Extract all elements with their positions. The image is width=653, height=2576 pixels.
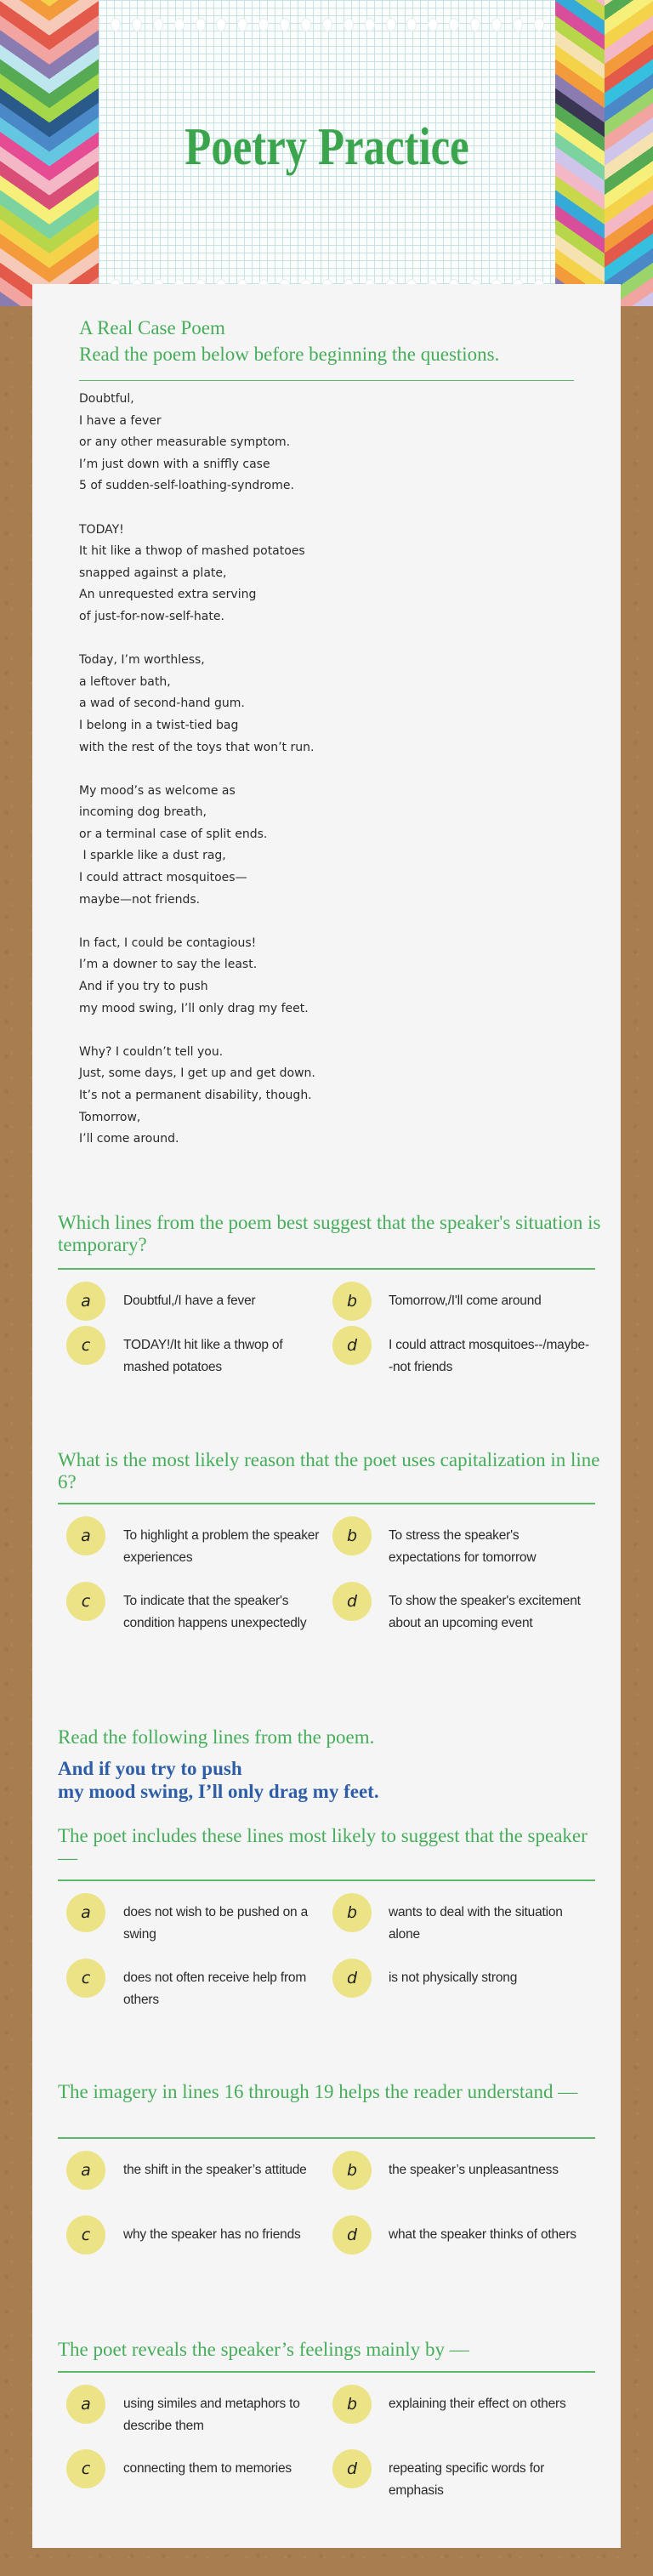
poem-line bbox=[79, 759, 315, 781]
poem-line: It’s not a permanent disability, though. bbox=[79, 1089, 312, 1102]
option-text[interactable]: TODAY!/It hit like a thwop of mashed potatoes bbox=[123, 1338, 283, 1374]
option-letter-badge[interactable]: a bbox=[66, 1893, 105, 1932]
poem-line bbox=[79, 498, 315, 520]
option-text[interactable]: explaining their effect on others bbox=[389, 2397, 566, 2411]
question-prompt: The poet reveals the speaker’s feelings mainly by — bbox=[58, 2339, 469, 2360]
poem-line: or a terminal case of split ends. bbox=[79, 827, 268, 841]
option-text[interactable]: To show the speaker's excitement about an upcoming event bbox=[389, 1594, 581, 1630]
option-text[interactable]: wants to deal with the situation alone bbox=[389, 1905, 563, 1942]
option-letter-badge[interactable]: a bbox=[66, 2151, 105, 2190]
divider bbox=[58, 1879, 595, 1881]
question-prompt: Which lines from the poem best suggest that the speaker's situation is temporary? bbox=[58, 1212, 601, 1255]
poem-line: My mood’s as welcome as bbox=[79, 783, 236, 798]
poem-line: Tomorrow, bbox=[79, 1110, 141, 1124]
divider bbox=[58, 1268, 595, 1270]
option-text[interactable]: is not physically strong bbox=[389, 1970, 518, 1985]
poem-line bbox=[79, 1020, 315, 1042]
option-text[interactable]: Tomorrow,/I'll come around bbox=[389, 1294, 542, 1308]
divider bbox=[58, 2137, 595, 2139]
poem-line: Why? I couldn’t tell you. bbox=[79, 1044, 224, 1059]
poem-text bbox=[79, 389, 315, 1151]
option-text[interactable]: why the speaker has no friends bbox=[123, 2227, 301, 2242]
poem-line: It hit like a thwop of mashed potatoes bbox=[79, 544, 305, 559]
option-letter-badge[interactable]: c bbox=[66, 1326, 105, 1365]
divider bbox=[58, 2371, 595, 2373]
option-letter-badge[interactable]: d bbox=[332, 1582, 372, 1621]
poem-line: or any other measurable symptom. bbox=[79, 435, 291, 450]
poem-line: with the rest of the toys that won’t run. bbox=[79, 740, 315, 754]
chevron-pattern-left bbox=[0, 0, 49, 306]
option-text[interactable]: To stress the speaker's expectations for tomorrow bbox=[389, 1528, 537, 1565]
poem-line: maybe—not friends. bbox=[79, 892, 201, 907]
poem-line: snapped against a plate, bbox=[79, 566, 227, 580]
poem-line: And if you try to push bbox=[79, 980, 208, 994]
option-letter-badge[interactable]: d bbox=[332, 2215, 372, 2255]
question-prompt: The poet includes these lines most likely to suggest that the speaker — bbox=[58, 1825, 588, 1868]
poem-line: Today, I’m worthless, bbox=[79, 653, 205, 668]
option-letter-badge[interactable]: b bbox=[332, 1516, 372, 1555]
option-text[interactable]: the shift in the speaker’s attitude bbox=[123, 2163, 307, 2177]
option-text[interactable]: the speaker’s unpleasantness bbox=[389, 2163, 559, 2177]
poem-line: I’m a downer to say the least. bbox=[79, 958, 258, 972]
option-text[interactable]: using similes and metaphors to describe them bbox=[123, 2397, 300, 2433]
poem-line: a wad of second-hand gum. bbox=[79, 697, 245, 711]
poem-line: I’m just down with a sniffly case bbox=[79, 457, 270, 471]
poem-line: a leftover bath, bbox=[79, 674, 171, 689]
poem-heading: A Real Case Poem bbox=[79, 317, 225, 338]
option-text[interactable]: To highlight a problem the speaker experiences bbox=[123, 1528, 320, 1565]
option-letter-badge[interactable]: a bbox=[66, 2385, 105, 2424]
option-letter-badge[interactable]: a bbox=[66, 1516, 105, 1555]
option-text[interactable]: I could attract mosquitoes--/maybe--not friends bbox=[389, 1338, 589, 1374]
chevron-pattern-right bbox=[605, 0, 653, 306]
option-text[interactable]: connecting them to memories bbox=[123, 2461, 292, 2476]
poem-line: of just-for-now-self-hate. bbox=[79, 609, 224, 623]
option-text[interactable]: does not often receive help from others bbox=[123, 1970, 307, 2007]
option-letter-badge[interactable]: d bbox=[332, 2449, 372, 2488]
option-letter-badge[interactable]: d bbox=[332, 1959, 372, 1998]
quoted-line: And if you try to push bbox=[58, 1758, 242, 1779]
poem-line: In fact, I could be contagious! bbox=[79, 935, 257, 950]
question-prompt: What is the most likely reason that the poet uses capitalization in line 6? bbox=[58, 1449, 600, 1493]
option-letter-badge[interactable]: b bbox=[332, 2151, 372, 2190]
poem-line: An unrequested extra serving bbox=[79, 588, 257, 602]
poem-line: Just, some days, I get up and get down. bbox=[79, 1066, 315, 1081]
poem-line: I’ll come around. bbox=[79, 1132, 179, 1146]
option-text[interactable]: Doubtful,/I have a fever bbox=[123, 1294, 256, 1308]
poem-line bbox=[79, 911, 315, 933]
option-text[interactable]: repeating specific words for emphasis bbox=[389, 2461, 545, 2498]
poem-line: I could attract mosquitoes— bbox=[79, 871, 247, 885]
poem-line: I belong in a twist-tied bag bbox=[79, 718, 239, 732]
poem-line bbox=[79, 628, 315, 651]
page-title: Poetry Practice bbox=[185, 118, 469, 176]
poem-line: Doubtful, bbox=[79, 392, 134, 406]
question-prompt: The imagery in lines 16 through 19 helps the reader understand — bbox=[58, 2081, 578, 2102]
poem-instruction: Read the poem below before beginning the questions. bbox=[79, 344, 500, 365]
poem-line: TODAY! bbox=[79, 522, 124, 537]
divider bbox=[79, 380, 574, 381]
poem-line: my mood swing, I’ll only drag my feet. bbox=[79, 1001, 309, 1015]
chevron-pattern-left bbox=[49, 0, 99, 306]
poem-line: I sparkle like a dust rag, bbox=[79, 849, 226, 863]
option-letter-badge[interactable]: a bbox=[66, 1282, 105, 1321]
option-letter-badge[interactable]: b bbox=[332, 2385, 372, 2424]
poem-line: 5 of sudden-self-loathing-syndrome. bbox=[79, 479, 294, 493]
divider bbox=[58, 1503, 595, 1504]
option-text[interactable]: what the speaker thinks of others bbox=[389, 2227, 576, 2242]
poem-line: I have a fever bbox=[79, 413, 162, 428]
option-text[interactable]: does not wish to be pushed on a swing bbox=[123, 1905, 308, 1942]
option-letter-badge[interactable]: c bbox=[66, 2449, 105, 2488]
quoted-line: my mood swing, I’ll only drag my feet. bbox=[58, 1781, 379, 1802]
chevron-pattern-right bbox=[555, 0, 605, 306]
option-letter-badge[interactable]: b bbox=[332, 1282, 372, 1321]
option-letter-badge[interactable]: c bbox=[66, 2215, 105, 2255]
option-text[interactable]: To indicate that the speaker's condition happens unexpectedly bbox=[123, 1594, 307, 1630]
option-letter-badge[interactable]: d bbox=[332, 1326, 372, 1365]
option-letter-badge[interactable]: b bbox=[332, 1893, 372, 1932]
question-intro: Read the following lines from the poem. bbox=[58, 1726, 375, 1748]
paper-holes-top bbox=[111, 18, 544, 31]
option-letter-badge[interactable]: c bbox=[66, 1959, 105, 1998]
option-letter-badge[interactable]: c bbox=[66, 1582, 105, 1621]
poem-line: incoming dog breath, bbox=[79, 805, 207, 820]
